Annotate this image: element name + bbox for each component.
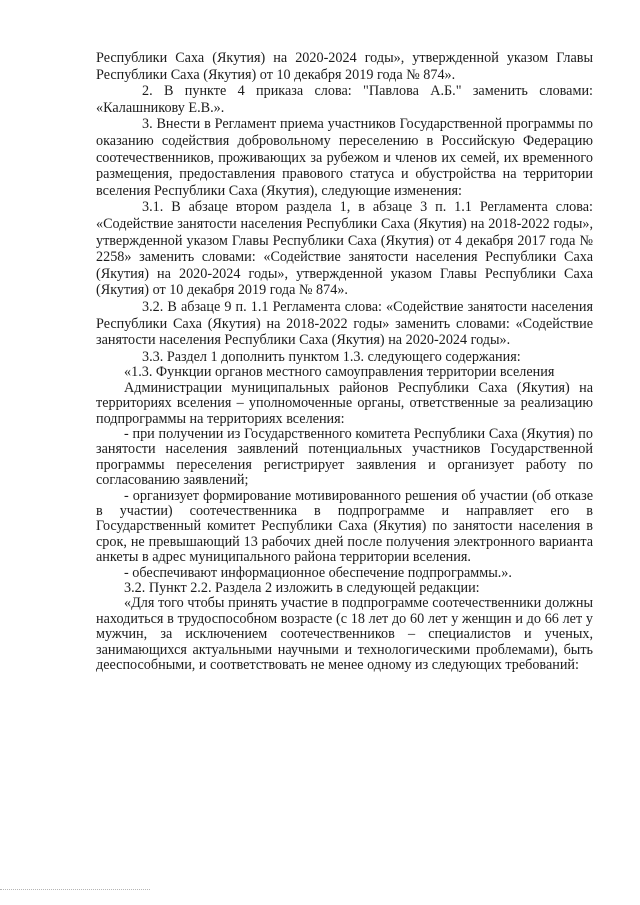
paragraph-bullet-registration: - при получении из Государственного комитета Республики Саха (Якутия) по занятости населения заявлений потенциальных участников Государственной программы переселения регистрирует заявления и организует работу по согласованию заявлений; [96, 425, 593, 489]
paragraph-item-3-3: 3.3. Раздел 1 дополнить пунктом 1.3. следующего содержания: [142, 348, 521, 365]
paragraph-bullet-information: - обеспечивают информационное обеспечение подпрограммы.». [124, 564, 512, 581]
paragraph-continuation: Республики Саха (Якутия) на 2020-2024 годы», утвержденной указом Главы Республики Саха (Якутия) от 10 декабря 2019 года № 874». [96, 50, 593, 83]
paragraph-item-3-2: 3.2. В абзаце 9 п. 1.1 Регламента слова: «Содействие занятости населения Республики Саха (Якутия) на 2018-2022 годы» заменить словами: «Содействие занятости населения Республики Саха (Якутия) на 2020-2024 годы». [96, 298, 593, 349]
bottom-dotted-line [0, 889, 150, 890]
paragraph-item-2: 2. В пункте 4 приказа слова: "Павлова А.Б." заменить словами: «Калашникову Е.В.». [96, 83, 593, 116]
paragraph-item-3-1: 3.1. В абзаце втором раздела 1, в абзаце 3 п. 1.1 Регламента слова: «Содействие занятости населения Республики Саха (Якутия) на 2018-2022 годы», утвержденной указом Главы Республики Саха (Якутия) от 4 декабря 2017 года № 2258» заменить словами: «Содействие занятости населения Республики Саха (Якутия) на 2020-2024 годы», утвержденной указом Главы Республики Саха (Якутия) от 10 декабря 2019 года № 874». [96, 199, 593, 299]
paragraph-item-3-2-section-2: 3.2. Пункт 2.2. Раздела 2 изложить в следующей редакции: [124, 579, 480, 596]
paragraph-section-1-3-title: «1.3. Функции органов местного самоуправления территории вселения [124, 364, 555, 381]
paragraph-item-3: 3. Внести в Регламент приема участников Государственной программы по оказанию содействия добровольному переселению в Российскую Федерацию соотечественников, проживающих за рубежом и членов их семей, их временного размещения, предоставления правового статуса и обустройства на территории вселения Республики Саха (Якутия), следующие изменения: [96, 116, 593, 199]
paragraph-administrations: Администрации муниципальных районов Республики Саха (Якутия) на территориях вселения – уполномоченные органы, ответственные за реализацию подпрограммы на территориях вселения: [96, 379, 593, 427]
paragraph-bullet-decision: - организует формирование мотивированного решения об участии (об отказе в участии) соотечественника в подпрограмме и направляет его в Государственный комитет Республики Саха (Якутия) по занятости населения в срок, не превышающий 13 рабочих дней после получения электронного варианта анкеты в адрес муниципального района территории вселения. [96, 487, 593, 566]
document-page [96, 50, 593, 673]
paragraph-requirements: «Для того чтобы принять участие в подпрограмме соотечественники должны находиться в трудоспособном возрасте (с 18 лет до 60 лет у женщин и до 66 лет у мужчин, за исключением соотечественников – специалистов и ученых, занимающихся актуальными научными и технологическими проблемами), быть дееспособными, и соответствовать не менее одному из следующих требований: [96, 595, 593, 673]
